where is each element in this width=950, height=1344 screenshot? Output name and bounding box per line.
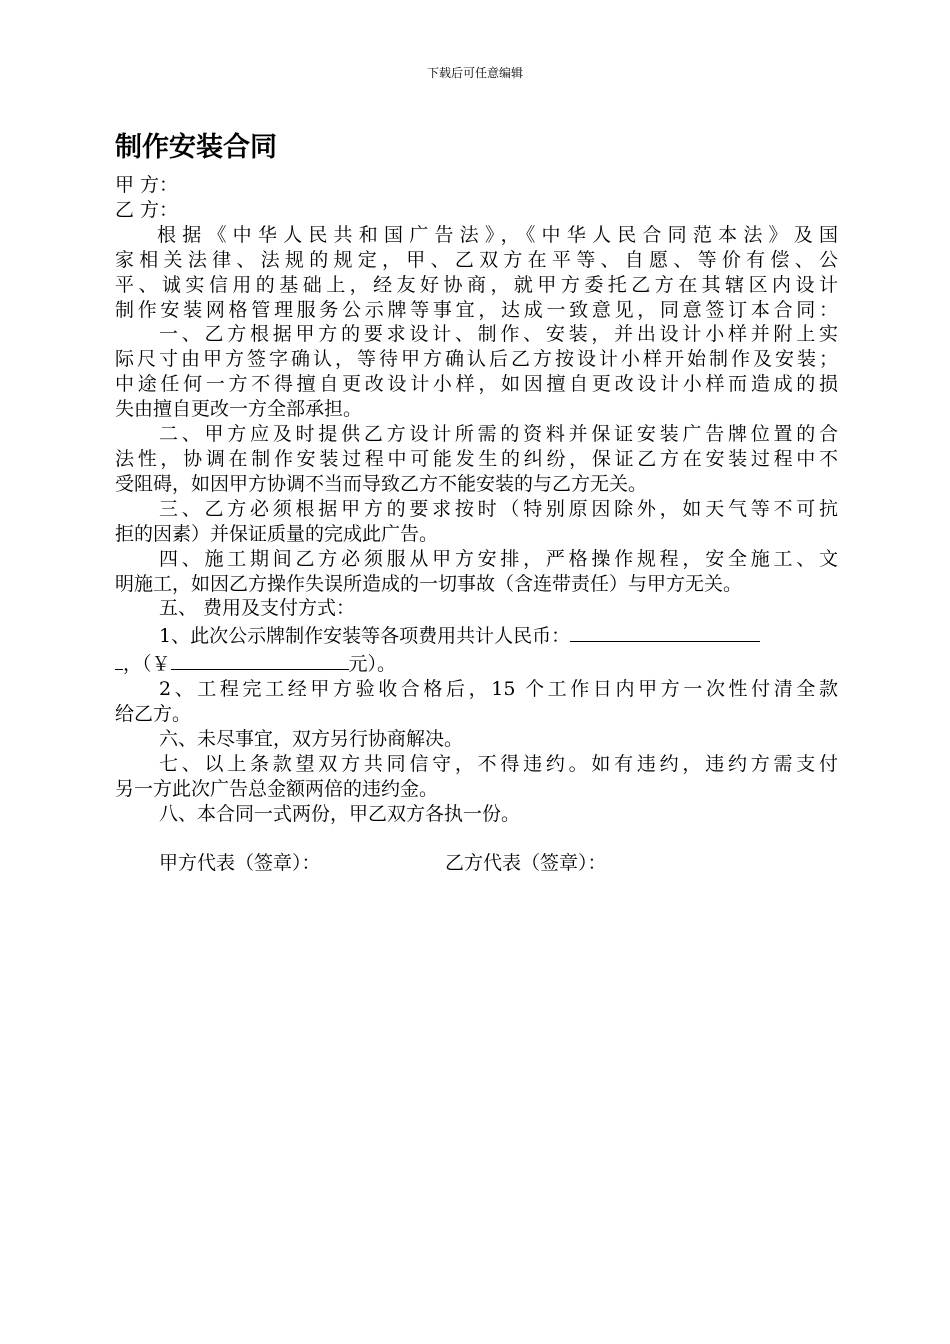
party-a-label: 甲 方： xyxy=(115,174,179,196)
clause-line: 法性，协调在制作安装过程中可能发生的纠纷，保证乙方在安装过程中不 xyxy=(115,447,838,470)
clause-4 xyxy=(115,547,838,597)
amount-blank xyxy=(570,621,760,642)
preamble-line: 根据《中华人民共和国广告法》，《中华人民合同范本法》及国 xyxy=(157,223,838,246)
clause-line: 际尺寸由甲方签字确认，等待甲方确认后乙方按设计小样开始制作及安装； xyxy=(115,348,838,371)
clause-line: 一、乙方根据甲方的要求设计、制作、安装，并出设计小样并附上实 xyxy=(159,323,838,346)
page-header-note: 下载后可任意编辑 xyxy=(426,66,523,80)
clause-line: 另一方此次广告总金额两倍的违约金。 xyxy=(115,777,439,800)
spacer xyxy=(115,827,838,852)
clause-line: 七、以上条款望双方共同信守，不得违约。如有违约，违约方需支付 xyxy=(159,752,838,775)
clause-heading: 五、 费用及支付方式： xyxy=(159,597,356,620)
party-b-label: 乙 方： xyxy=(115,198,179,221)
preamble-line: 制作安装网格管理服务公示牌等事宜，达成一致意见，同意签订本合同： xyxy=(115,298,838,321)
fee-amount-text: 1、此次公示牌制作安装等各项费用共计人民币： xyxy=(159,625,571,648)
amount-blank-tail xyxy=(115,649,123,670)
signature-row xyxy=(115,851,838,876)
yuan-prefix: ，（￥ xyxy=(123,653,171,676)
yuan-suffix: 元）。 xyxy=(348,653,397,676)
clause-line: 四、施工期间乙方必须服从甲方安排，严格操作规程，安全施工、文 xyxy=(159,547,838,570)
clause-line: 失由擅自更改一方全部承担。 xyxy=(115,398,363,421)
clause-8: 八、本合同一式两份，甲乙双方各执一份。 xyxy=(159,802,521,825)
contract-title: 制作安装合同 xyxy=(115,132,277,163)
preamble-paragraph xyxy=(115,223,838,323)
preamble-line: 家相关法律、法规的规定，甲、乙双方在平等、自愿、等价有偿、公 xyxy=(115,248,838,271)
clause-line: 中途任何一方不得擅自更改设计小样，如因擅自更改设计小样而造成的损 xyxy=(115,373,838,396)
fee-amount-line xyxy=(115,621,838,649)
clause-line: 受阻碍，如因甲方协调不当而导致乙方不能安装的与乙方无关。 xyxy=(115,472,648,495)
clause-line: 拒的因素）并保证质量的完成此广告。 xyxy=(115,522,439,545)
clause-7 xyxy=(115,752,838,802)
party-b-signature: 乙方代表（签章）： xyxy=(445,852,607,875)
yuan-amount-blank xyxy=(171,649,349,670)
clause-line: 二、甲方应及时提供乙方设计所需的资料并保证安装广告牌位置的合 xyxy=(159,423,838,446)
party-a-signature: 甲方代表（签章）： xyxy=(159,852,321,875)
clause-line: 明施工，如因乙方操作失误所造成的一切事故（含连带责任）与甲方无关。 xyxy=(115,572,743,595)
payment-term-line: 给乙方。 xyxy=(115,703,192,726)
clause-6: 六、未尽事宜，双方另行协商解决。 xyxy=(159,727,464,750)
clause-3 xyxy=(115,497,838,547)
payment-term-line: 2、工程完工经甲方验收合格后，15 个工作日内甲方一次性付清全款 xyxy=(159,678,838,701)
clause-line: 三、乙方必须根据甲方的要求按时（特别原因除外，如天气等不可抗 xyxy=(159,497,838,520)
fee-amount-continuation xyxy=(115,649,838,677)
clause-1 xyxy=(115,322,838,422)
clause-5 xyxy=(115,596,838,727)
contract-body xyxy=(115,173,838,876)
clause-2 xyxy=(115,422,838,497)
preamble-line: 平、诚实信用的基础上，经友好协商，就甲方委托乙方在其辖区内设计 xyxy=(115,273,838,296)
